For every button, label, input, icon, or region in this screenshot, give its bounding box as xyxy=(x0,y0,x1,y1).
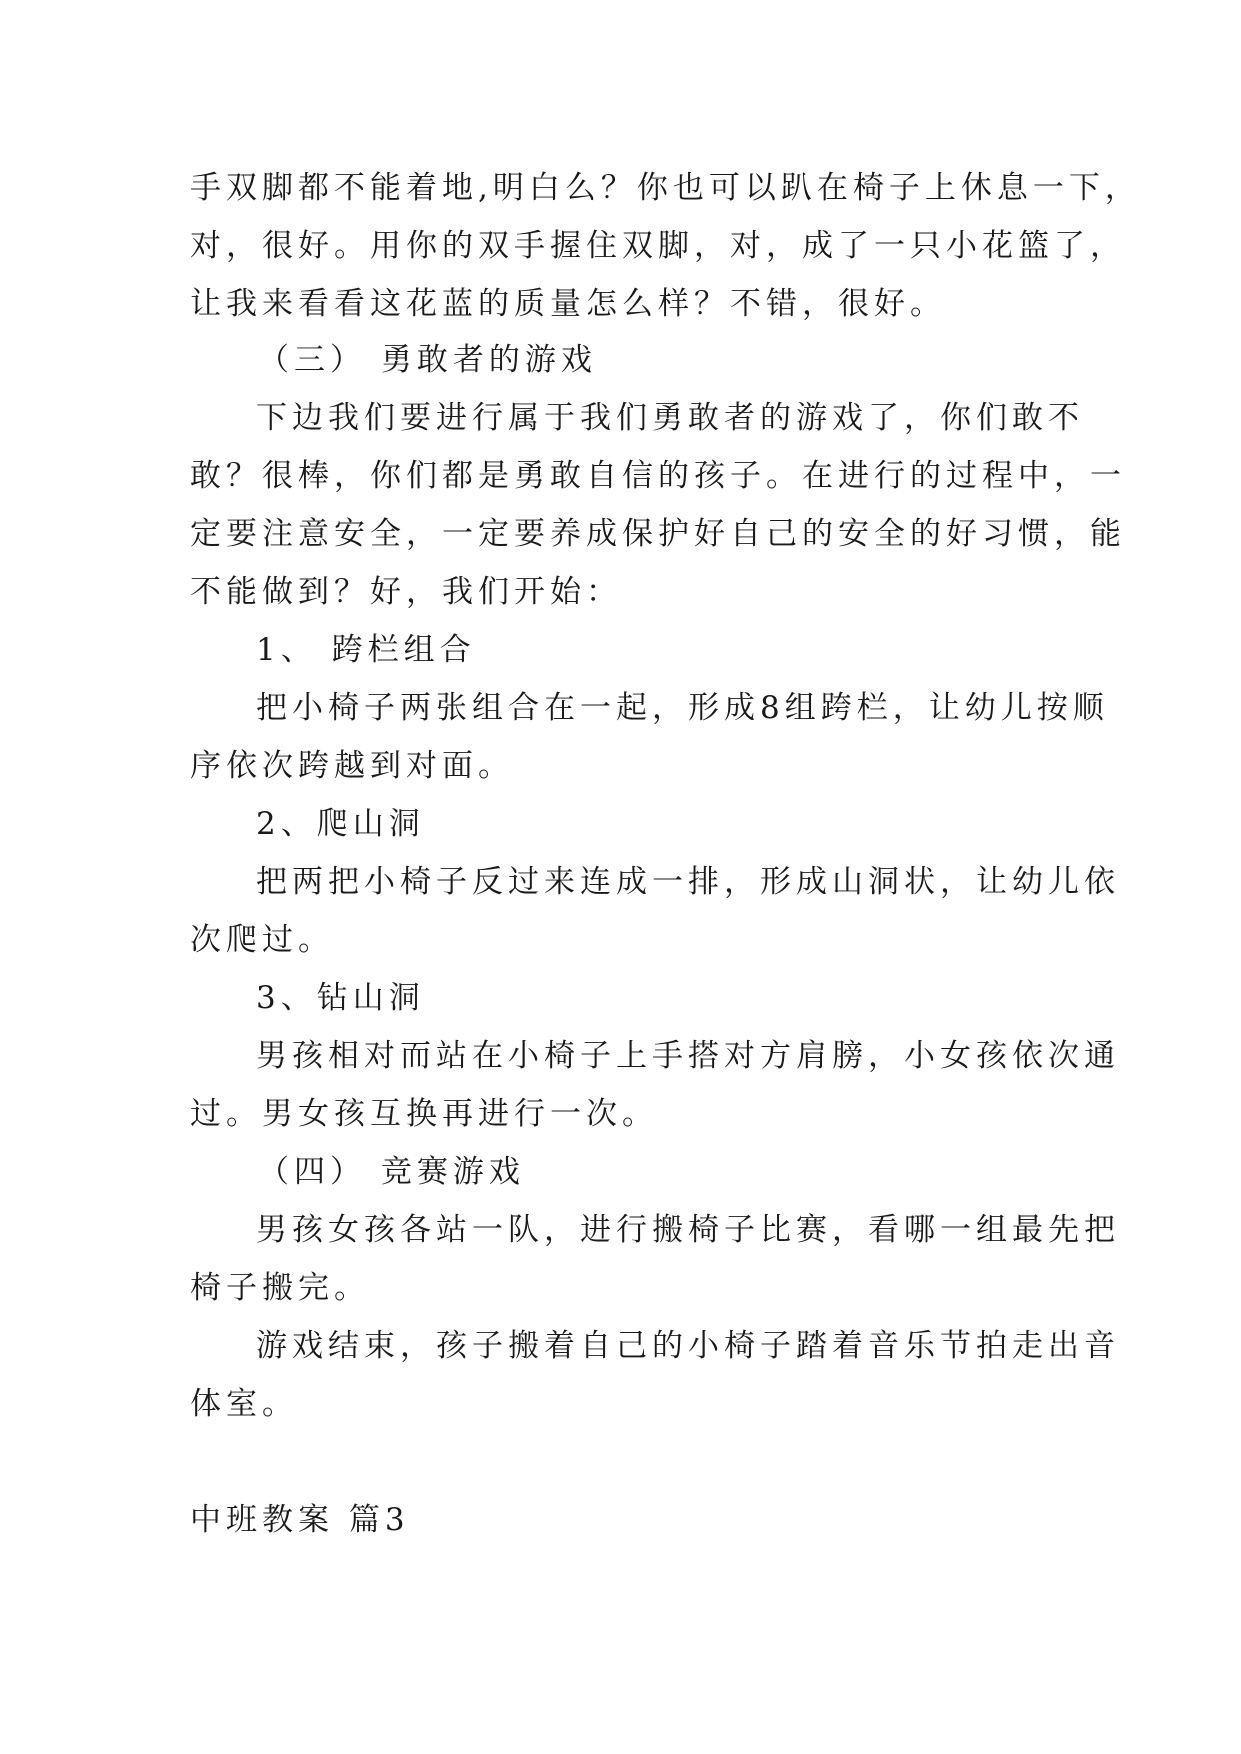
body-text-line: 男孩相对而站在小椅子上手搭对方肩膀，小女孩依次通 xyxy=(256,1038,1120,1074)
document-title: 中班教案 篇3 xyxy=(190,1502,410,1538)
body-text-line: 定要注意安全，一定要养成保护好自己的安全的好习惯，能 xyxy=(190,516,1126,552)
section-heading: （三） 勇敢者的游戏 xyxy=(258,342,597,378)
subsection-heading: 2、爬山洞 xyxy=(256,806,425,842)
body-text-line: 椅子搬完。 xyxy=(190,1270,370,1306)
body-text-line: 游戏结束，孩子搬着自己的小椅子踏着音乐节拍走出音 xyxy=(256,1328,1120,1364)
body-text-line: 手双脚都不能着地,明白么？你也可以趴在椅子上休息一下， xyxy=(190,170,1141,206)
section-heading: （四） 竞赛游戏 xyxy=(258,1154,525,1190)
body-text-line: 把小椅子两张组合在一起，形成8组跨栏，让幼儿按顺 xyxy=(256,690,1109,726)
body-text-line: 序依次跨越到对面。 xyxy=(190,748,514,784)
body-text-line: 次爬过。 xyxy=(190,922,334,958)
body-text-line: 过。男女孩互换再进行一次。 xyxy=(190,1096,658,1132)
body-text-line: 敢？很棒，你们都是勇敢自信的孩子。在进行的过程中，一 xyxy=(190,458,1126,494)
body-text-line: 把两把小椅子反过来连成一排，形成山洞状，让幼儿依 xyxy=(256,864,1120,900)
body-text-line: 不能做到？好，我们开始： xyxy=(190,574,622,610)
subsection-heading: 1、 跨栏组合 xyxy=(256,632,476,668)
subsection-heading: 3、钻山洞 xyxy=(256,980,425,1016)
body-text-line: 体室。 xyxy=(190,1386,298,1422)
body-text-line: 男孩女孩各站一队，进行搬椅子比赛，看哪一组最先把 xyxy=(256,1212,1120,1248)
body-text-line: 对，很好。用你的双手握住双脚，对，成了一只小花篮了， xyxy=(190,228,1126,264)
body-text-line: 让我来看看这花蓝的质量怎么样？不错，很好。 xyxy=(190,286,946,322)
body-text-line: 下边我们要进行属于我们勇敢者的游戏了，你们敢不 xyxy=(256,400,1084,436)
